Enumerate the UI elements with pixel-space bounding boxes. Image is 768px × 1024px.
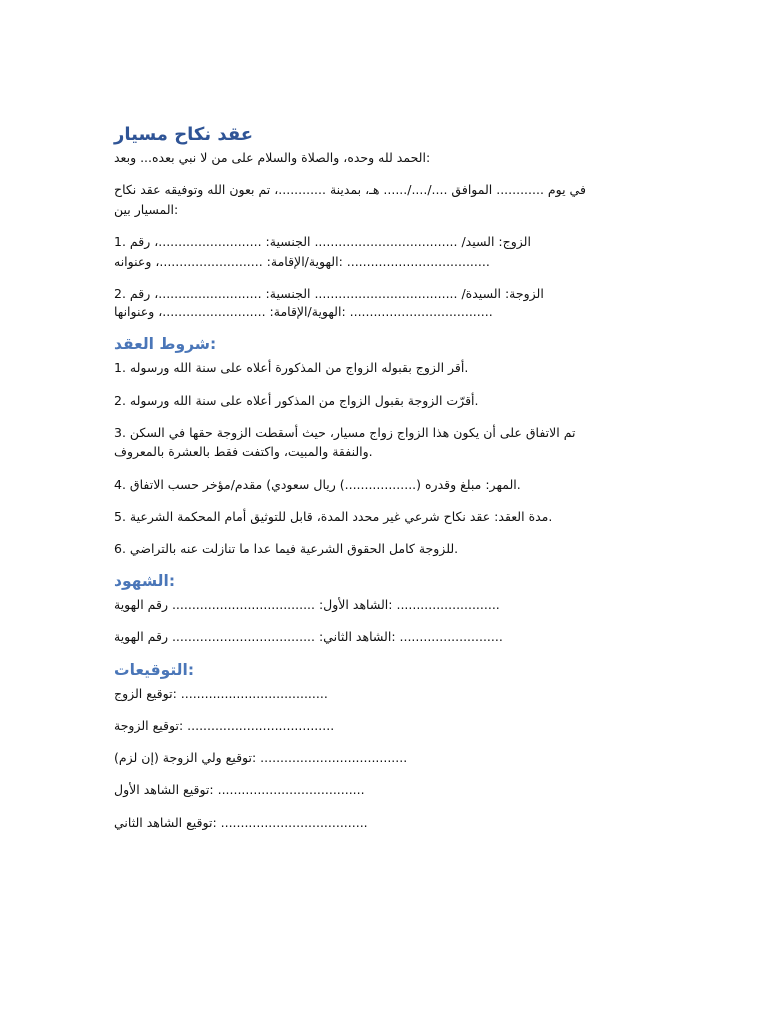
signatures-heading: التوقيعات: xyxy=(114,661,195,679)
term-item: 3. تم الاتفاق على أن يكون هذا الزواج زواج مسيار، حيث أسقطت الزوجة حقها في السكن xyxy=(114,425,576,440)
preamble-line-1: في يوم ............ الموافق ..../..../...... هـ، بمدينة ............، تم بعون الله وتوفيقه عقد نكاح xyxy=(114,182,586,197)
party-husband-line-1: 1. الزوج: السيد/ .................................... الجنسية: ..........................، رقم xyxy=(114,234,531,249)
term-item: 4. المهر: مبلغ وقدره (..................) ريال سعودي) مقدم/مؤخر حسب الاتفاق. xyxy=(114,477,521,492)
intro-text: الحمد لله وحده، والصلاة والسلام على من لا نبي بعده... وبعد: xyxy=(114,150,431,165)
party-wife-line-2: الهوية/الإقامة: ..........................، وعنوانها: .................................... xyxy=(114,304,493,319)
witness-line: الشاهد الثاني: .................................... رقم الهوية: .......................... xyxy=(114,629,503,644)
witnesses-heading: الشهود: xyxy=(114,572,176,590)
signature-line-husband: توقيع الزوج: ..................................... xyxy=(114,686,328,701)
term-item: 1. أقر الزوج بقبوله الزواج من المذكورة أعلاه على سنة الله ورسوله. xyxy=(114,360,469,375)
term-item: 5. مدة العقد: عقد نكاح شرعي غير محدد المدة، قابل للتوثيق أمام المحكمة الشرعية. xyxy=(114,509,553,524)
signature-line-wife: توقيع الزوجة: ..................................... xyxy=(114,718,335,733)
party-wife-line-1: 2. الزوجة: السيدة/ .................................... الجنسية: ..........................، رقم xyxy=(114,286,544,301)
document-title: عقد نكاح مسيار xyxy=(114,124,254,145)
party-husband-line-2: الهوية/الإقامة: ..........................، وعنوانه: .................................... xyxy=(114,254,490,269)
preamble-line-2: المسيار بين: xyxy=(114,202,179,217)
signature-line-witness-1: توقيع الشاهد الأول: ..................................... xyxy=(114,782,365,797)
witness-line: الشاهد الأول: .................................... رقم الهوية: .......................... xyxy=(114,597,500,612)
signature-line-witness-2: توقيع الشاهد الثاني: ..................................... xyxy=(114,815,368,830)
term-item: 2. أقرّت الزوجة بقبول الزواج من المذكور أعلاه على سنة الله ورسوله. xyxy=(114,393,479,408)
term-item-continuation: والنفقة والمبيت، واكتفت فقط بالعشرة بالمعروف. xyxy=(114,444,373,459)
terms-heading: شروط العقد: xyxy=(114,335,217,353)
term-item: 6. للزوجة كامل الحقوق الشرعية فيما عدا ما تنازلت عنه بالتراضي. xyxy=(114,541,459,556)
signature-line-guardian: توقيع ولي الزوجة (إن لزم): ..................................... xyxy=(114,750,408,765)
